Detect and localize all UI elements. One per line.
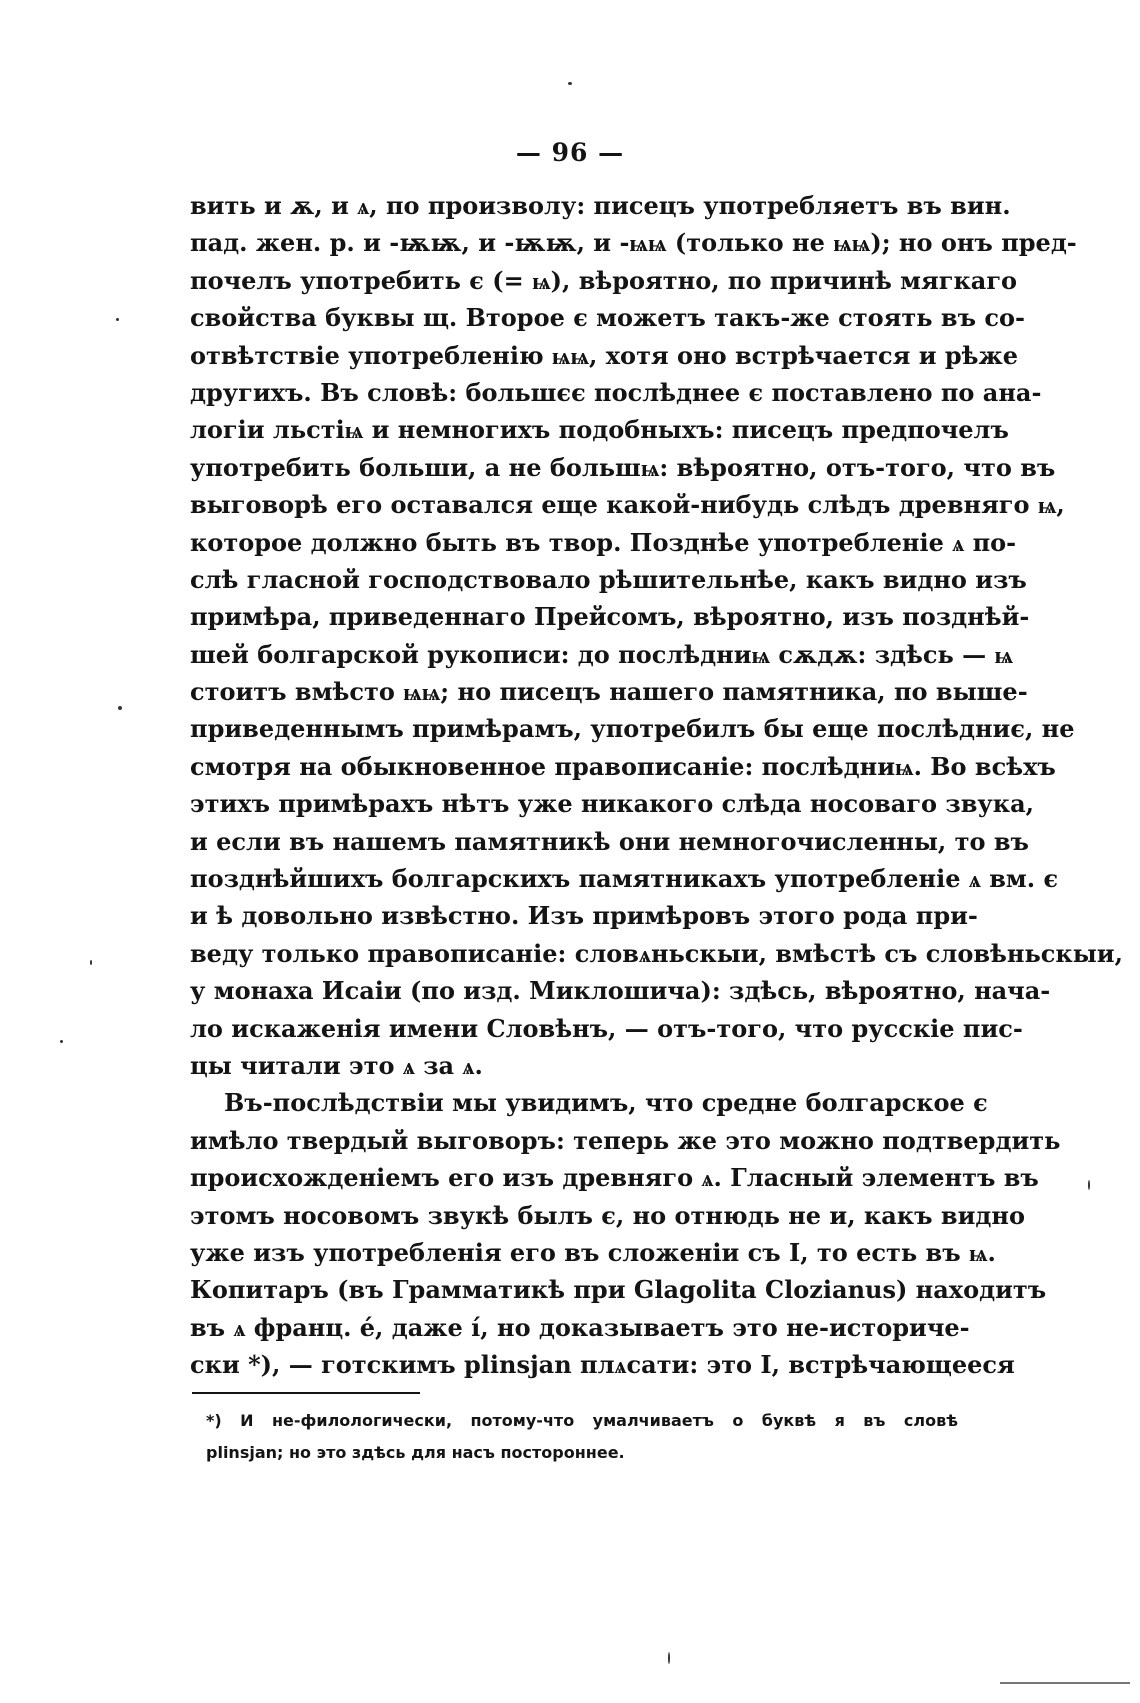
- paragraph-line: этомъ носовомъ звукѣ былъ є, но отнюдь не и, какъ видно: [190, 1200, 1025, 1230]
- text-line: цы читали это ѧ за ѧ.: [190, 1050, 483, 1080]
- paragraph-line: уже изъ употребленія его въ сложеніи съ І, то есть въ ѩ.: [190, 1237, 996, 1267]
- text-line: у монаха Исаіи (по изд. Миклошича): здѣсь, вѣроятно, нача-: [190, 976, 1051, 1006]
- text-line: вить и ѫ, и ѧ, по произволу: писецъ употребляетъ въ вин.: [190, 191, 1011, 220]
- text-line: ло искаженія имени Словѣнъ, — отъ-того, что русскіе пис-: [190, 1013, 1023, 1043]
- scan-speck: [60, 1040, 63, 1043]
- scan-speck: [568, 82, 572, 85]
- footnote: [206, 1405, 958, 1469]
- footnote-line: *) И не-филологически, потому-что умалчиваетъ о буквѣ я въ словѣ: [206, 1411, 958, 1430]
- scan-speck: [118, 706, 122, 710]
- text-line: и если въ нашемъ памятникѣ они немногочисленны, то въ: [190, 826, 1029, 856]
- paragraph-line: ски *), — готскимъ plinsjan плѧсати: это І, встрѣчающееся: [190, 1350, 1015, 1380]
- text-line: приведеннымъ примѣрамъ, употребилъ бы еще послѣдниє, не: [190, 714, 1075, 744]
- paragraph-line: происхожденіемъ его изъ древняго ѧ. Гласный элементъ въ: [190, 1163, 1039, 1193]
- text-line: отвѣтствіе употребленію ѩѩ, хотя оно встрѣчается и рѣже: [190, 340, 1019, 370]
- text-line: пад. жен. р. и -ѭѭ, и -ѭѭ, и -ѩѩ (только не ѩѩ); но онъ пред-: [190, 228, 1077, 258]
- text-line: употребить больши, а не большѩ: вѣроятно, отъ-того, что въ: [190, 452, 1056, 482]
- text-line: позднѣйшихъ болгарскихъ памятникахъ употребленіе ѧ вм. є: [190, 864, 1059, 894]
- paragraph-line: Въ-послѣдствіи мы увидимъ, что средне болгарское є: [224, 1088, 988, 1118]
- footnote-divider: [192, 1392, 420, 1394]
- text-line: шей болгарской рукописи: до послѣдниѩ сѫдѫ: здѣсь — ѩ: [190, 639, 1014, 669]
- footnote-line: plinsjan; но это здѣсь для насъ постороннее.: [206, 1443, 625, 1462]
- text-line: почелъ употребить є (= ѩ), вѣроятно, по причинѣ мягкаго: [190, 265, 1018, 295]
- paragraph-line: имѣло твердый выговоръ: теперь же это можно подтвердить: [190, 1125, 1061, 1155]
- paragraph-line: Копитаръ (въ Грамматикѣ при Glagolita Clozianus) находитъ: [190, 1275, 1047, 1305]
- scan-speck: [116, 318, 119, 321]
- text-line: слѣ гласной господствовало рѣшительнѣе, какъ видно изъ: [190, 564, 1027, 594]
- page-number: — 96 —: [515, 138, 625, 167]
- scan-speck: [1088, 1180, 1090, 1190]
- text-line: которое должно быть въ твор. Позднѣе употребленіе ѧ по-: [190, 527, 1017, 557]
- text-line: свойства буквы щ. Второе є можетъ такъ-же стоять въ со-: [190, 303, 1025, 333]
- scan-speck: [668, 1652, 670, 1664]
- text-line: и ѣ довольно извѣстно. Изъ примѣровъ этого рода при-: [190, 901, 978, 931]
- paragraph-line: въ ѧ франц. é, даже í, но доказываетъ это не-историче-: [190, 1312, 970, 1342]
- text-line: веду только правописаніе: словѧньскыи, вмѣстѣ съ словѣньскыи,: [190, 938, 1123, 968]
- text-line: смотря на обыкновенное правописаніе: послѣдниѩ. Во всѣхъ: [190, 751, 1056, 781]
- text-line: логіи льстіѩ и немногихъ подобныхъ: писецъ предпочелъ: [190, 415, 1009, 445]
- text-line: выговорѣ его оставался еще какой-нибудь слѣдъ древняго ѩ,: [190, 490, 1065, 520]
- scan-speck: [90, 960, 92, 965]
- body-text: [190, 187, 1123, 1384]
- scan-speck: [1000, 1682, 1130, 1684]
- text-line: другихъ. Въ словѣ: большєє послѣднее є поставлено по ана-: [190, 377, 1042, 407]
- text-line: стоитъ вмѣсто ѩѩ; но писецъ нашего памятника, по выше-: [190, 677, 1028, 707]
- text-line: примѣра, приведеннаго Прейсомъ, вѣроятно, изъ позднѣй-: [190, 602, 1030, 632]
- text-line: этихъ примѣрахъ нѣтъ уже никакого слѣда носоваго звука,: [190, 789, 1034, 819]
